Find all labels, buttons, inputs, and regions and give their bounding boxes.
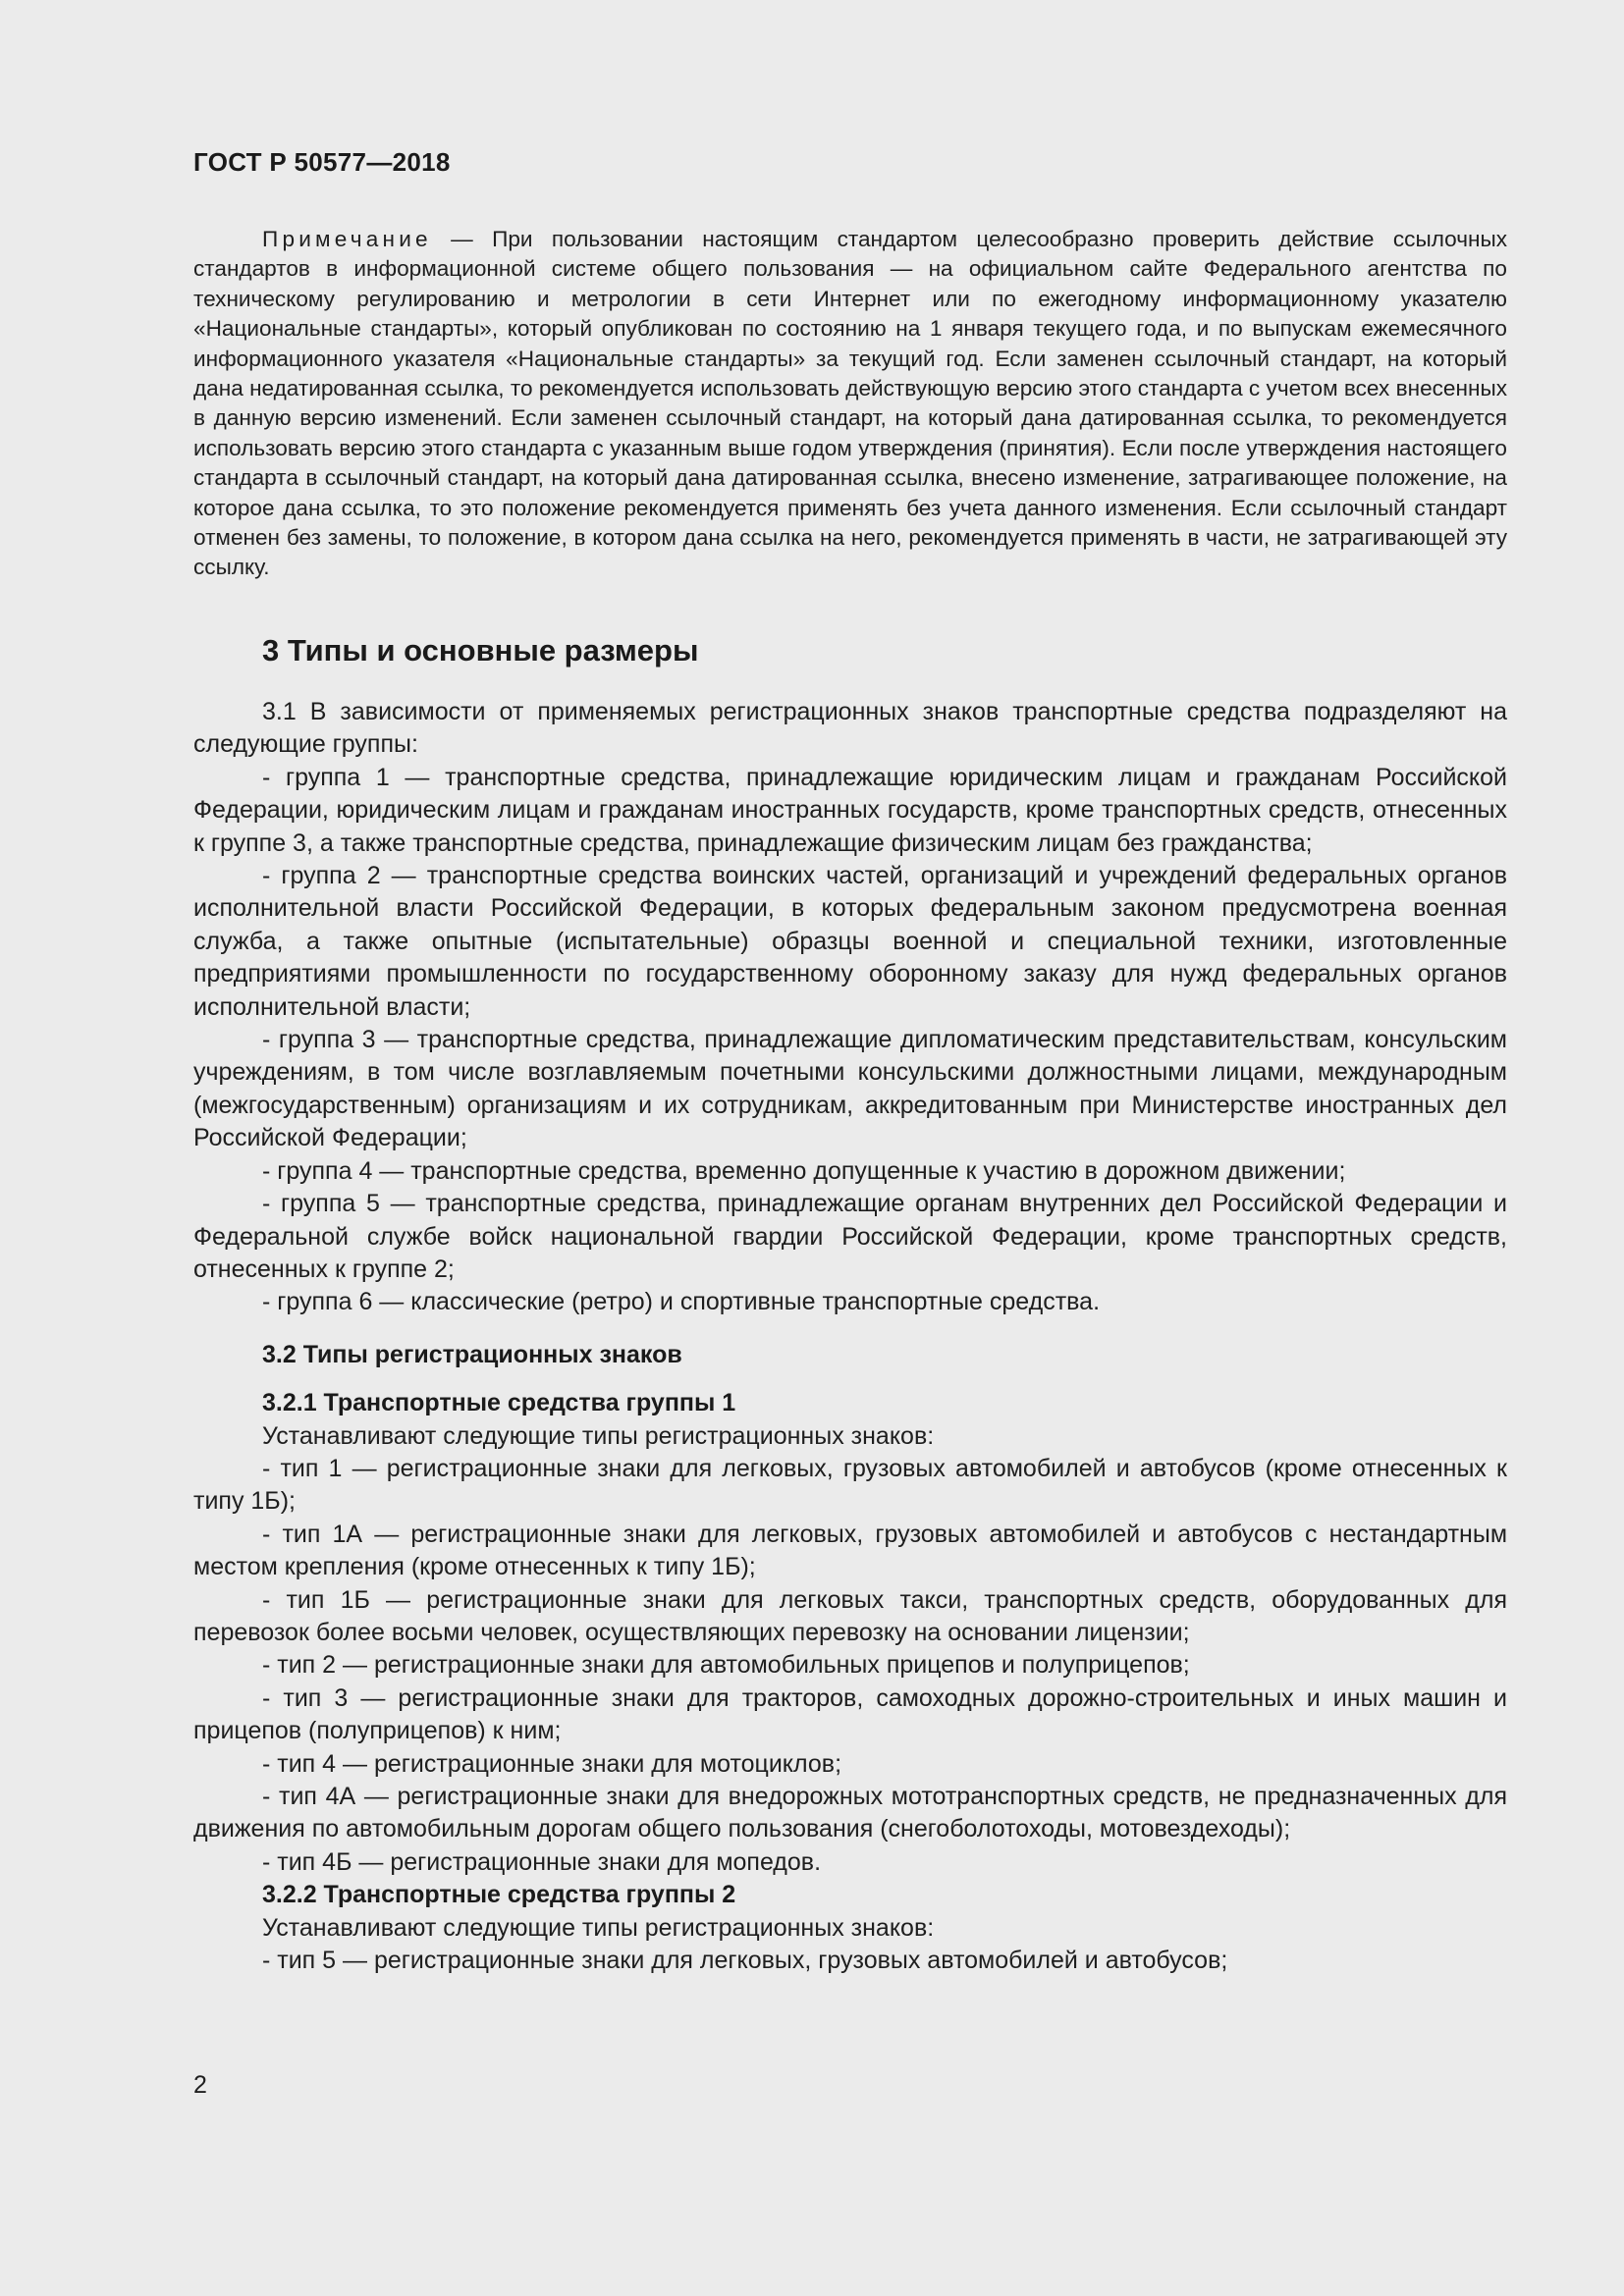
page-number: 2 xyxy=(193,2071,207,2099)
plate-type-list-item: - тип 1А — регистрационные знаки для легковых, грузовых автомобилей и автобусов с нестандартным местом крепления (кроме отнесенных к типу 1Б); xyxy=(193,1520,1507,1581)
clause-3-2-1-heading: 3.2.1 Транспортные средства группы 1 xyxy=(262,1389,736,1417)
group-list-item: - группа 3 — транспортные средства, принадлежащие дипломатическим представительствам, консульским учреждениям, в том числе возглавляемым почетными консульскими должностными лицами, международным (межгосударственным) организациям и их сотрудникам, аккредитованным при Министерстве иностранных дел Российской Федерации; xyxy=(193,1026,1507,1152)
section-3-body xyxy=(193,631,1507,1977)
note-text: — При пользовании настоящим стандартом целесообразно проверить действие ссылочных стандартов в информационной системе общего пользования — на официальном сайте Федерального агентства по техническому регулированию и метрологии в сети Интернет или по ежегодному информационному указателю «Национальные стандарты», который опубликован по состоянию на 1 января текущего года, и по выпускам ежемесячного информационного указателя «Национальные стандарты» за текущий год. Если заменен ссылочный стандарт, на который дана недатированная ссылка, то рекомендуется использовать действующую версию этого стандарта с учетом всех внесенных в данную версию изменений. Если заменен ссылочный стандарт, на который дана датированная ссылка, то рекомендуется использовать версию этого стандарта с указанным выше годом утверждения (принятия). Если после утверждения настоящего стандарта в ссылочный стандарт, на который дана датированная ссылка, внесено изменение, затрагивающее положение, на которое дана ссылка, то это положение рекомендуется применять без учета данного изменения. Если ссылочный стандарт отменен без замены, то положение, в котором дана ссылка на него, рекомендуется применять в части, не затрагивающей эту ссылку. xyxy=(193,227,1507,580)
plate-type-list-item: - тип 4Б — регистрационные знаки для мопедов. xyxy=(262,1847,822,1876)
group-list-item: - группа 4 — транспортные средства, временно допущенные к участию в дорожном движении; xyxy=(262,1156,1346,1185)
clause-3-2-1-intro: Устанавливают следующие типы регистрационных знаков: xyxy=(262,1421,935,1450)
clause-3-2-heading: 3.2 Типы регистрационных знаков xyxy=(262,1340,682,1368)
plate-type-list-item: - тип 1Б — регистрационные знаки для легковых такси, транспортных средств, оборудованных для перевозок более восьми человек, осуществляющих перевозку на основании лицензии; xyxy=(193,1585,1507,1646)
group-list-item: - группа 5 — транспортные средства, принадлежащие органам внутренних дел Российской Федерации и Федеральной службе войск национальной гвардии Российской Федерации, кроме транспортных средств, отнесенных к группе 2; xyxy=(193,1190,1507,1283)
plate-type-list-item: - тип 4 — регистрационные знаки для мотоциклов; xyxy=(262,1749,842,1778)
section-3-title: 3 Типы и основные размеры xyxy=(262,633,699,667)
plate-type-list-item: - тип 4А — регистрационные знаки для внедорожных мототранспортных средств, не предназначенных для движения по автомобильным дорогам общего пользования (снегоболотоходы, мотовездеходы); xyxy=(193,1783,1507,1843)
group-list-item: - группа 1 — транспортные средства, принадлежащие юридическим лицам и гражданам Российской Федерации, юридическим лицам и гражданам иностранных государств, кроме транспортных средств, отнесенных к группе 3, а также транспортные средства, принадлежащие физическим лицам без гражданства; xyxy=(193,763,1507,857)
group-list-item: - группа 2 — транспортные средства воинских частей, организаций и учреждений федеральных органов исполнительной власти Российской Федерации, в которых федеральным законом предусмотрена военная служба, а также опытные (испытательные) образцы военной и специальной техники, изготовленные предприятиями промышленности по государственному оборонному заказу для нужд федеральных органов исполнительной власти; xyxy=(193,862,1507,1021)
group-list-item: - группа 6 — классические (ретро) и спортивные транспортные средства. xyxy=(262,1288,1101,1316)
clause-3-2-2-heading: 3.2.2 Транспортные средства группы 2 xyxy=(262,1881,736,1909)
plate-type-list-item: - тип 3 — регистрационные знаки для тракторов, самоходных дорожно-строительных и иных машин и прицепов (полуприцепов) к ним; xyxy=(193,1683,1507,1745)
note-label: Примечание xyxy=(262,227,432,251)
reference-note xyxy=(193,225,1507,583)
plate-type-list-item: - тип 2 — регистрационные знаки для автомобильных прицепов и полуприцепов; xyxy=(262,1651,1190,1680)
clause-3-1-intro: 3.1 В зависимости от применяемых регистрационных знаков транспортные средства подразделяют на следующие группы: xyxy=(193,698,1507,759)
plate-type-list-item: - тип 5 — регистрационные знаки для легковых, грузовых автомобилей и автобусов; xyxy=(262,1947,1228,1975)
document-code-header: ГОСТ Р 50577—2018 xyxy=(193,147,451,177)
plate-type-list-item: - тип 1 — регистрационные знаки для легковых, грузовых автомобилей и автобусов (кроме отнесенных к типу 1Б); xyxy=(193,1454,1507,1516)
clause-3-2-2-intro: Устанавливают следующие типы регистрационных знаков: xyxy=(262,1913,935,1942)
